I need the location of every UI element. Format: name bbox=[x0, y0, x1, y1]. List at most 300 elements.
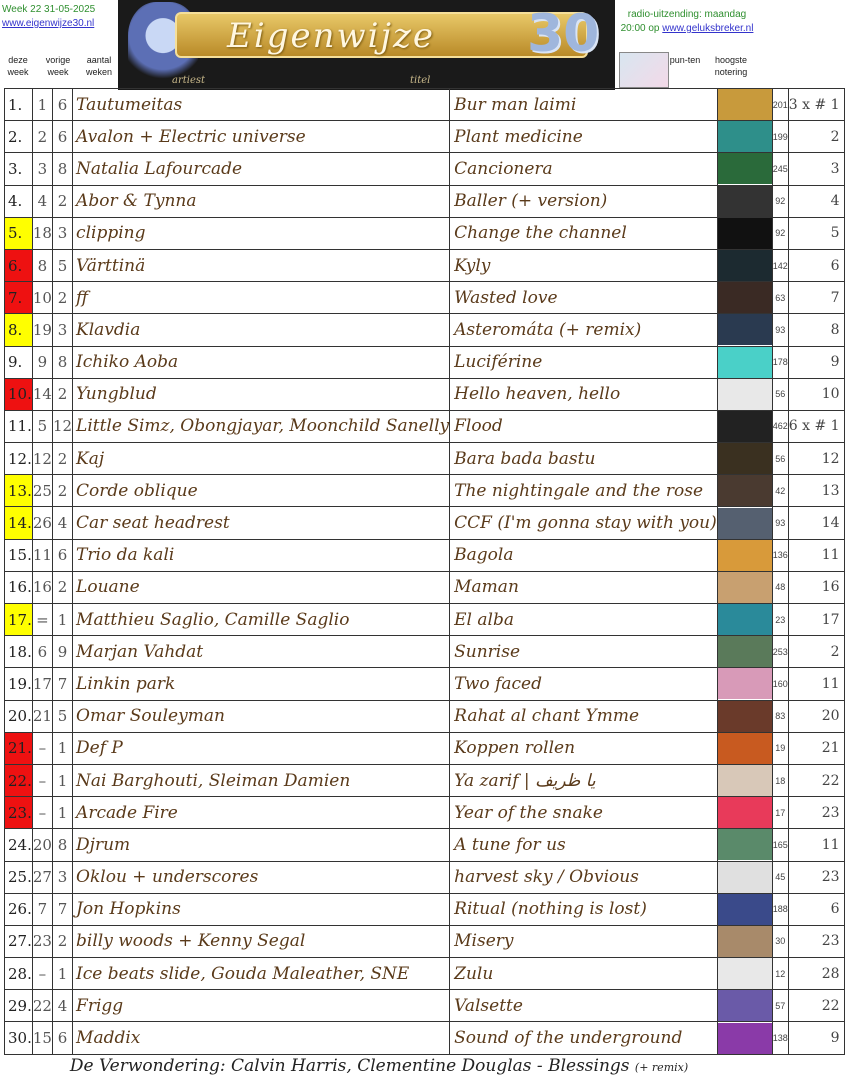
title-cell: Misery bbox=[450, 925, 718, 957]
highest-cell: 9 bbox=[788, 1022, 844, 1054]
highest-cell: 16 bbox=[788, 571, 844, 603]
artist-cell: Natalia Lafourcade bbox=[73, 153, 450, 185]
points-cell: 253 bbox=[772, 636, 788, 668]
week-label: Week 22 31-05-2025 bbox=[2, 4, 96, 15]
album-cover-icon bbox=[718, 121, 772, 152]
table-row bbox=[5, 636, 845, 668]
artist-cell: Yungblud bbox=[73, 378, 450, 410]
prev-week-cell: 5 bbox=[32, 410, 52, 442]
site-link[interactable]: www.eigenwijze30.nl bbox=[2, 18, 95, 29]
prev-week-cell: 7 bbox=[32, 893, 52, 925]
rank-cell: 29. bbox=[5, 990, 33, 1022]
title-cell: Luciférine bbox=[450, 346, 718, 378]
album-cover-icon bbox=[718, 314, 772, 345]
cover-image bbox=[717, 249, 772, 281]
points-cell: 63 bbox=[772, 282, 788, 314]
column-headers-right bbox=[668, 54, 758, 88]
cover-image bbox=[717, 539, 772, 571]
points-cell: 57 bbox=[772, 990, 788, 1022]
highest-cell: 2 bbox=[788, 636, 844, 668]
table-row bbox=[5, 861, 845, 893]
table-row bbox=[5, 797, 845, 829]
prev-week-cell: 27 bbox=[32, 861, 52, 893]
col-vorige-week: vorige week bbox=[45, 55, 71, 77]
artist-cell: Ichiko Aoba bbox=[73, 346, 450, 378]
table-row bbox=[5, 314, 845, 346]
points-cell: 188 bbox=[772, 893, 788, 925]
points-cell: 136 bbox=[772, 539, 788, 571]
title-cell: Ritual (nothing is lost) bbox=[450, 893, 718, 925]
footer-text: De Verwondering: Calvin Harris, Clementine Douglas - Blessings bbox=[69, 1056, 630, 1076]
album-cover-icon bbox=[718, 250, 772, 281]
album-cover-icon bbox=[718, 89, 772, 120]
title-cell: Flood bbox=[450, 410, 718, 442]
cover-image bbox=[717, 185, 772, 217]
points-cell: 30 bbox=[772, 925, 788, 957]
col-hoogste-notering: hoogste notering bbox=[714, 55, 748, 77]
album-cover-icon bbox=[718, 604, 772, 635]
weeks-cell: 1 bbox=[52, 797, 72, 829]
points-cell: 18 bbox=[772, 764, 788, 796]
table-row bbox=[5, 346, 845, 378]
weeks-cell: 3 bbox=[52, 314, 72, 346]
cover-image bbox=[717, 764, 772, 796]
rank-cell: 1. bbox=[5, 89, 33, 121]
prev-week-cell: 9 bbox=[32, 346, 52, 378]
album-cover-icon bbox=[718, 862, 772, 893]
album-cover-icon bbox=[718, 540, 772, 571]
title-cell: Hello heaven, hello bbox=[450, 378, 718, 410]
chart-table bbox=[4, 88, 845, 1055]
title-cell: Bara bada bastu bbox=[450, 443, 718, 475]
points-cell: 17 bbox=[772, 797, 788, 829]
artist-cell: Def P bbox=[73, 732, 450, 764]
weeks-cell: 2 bbox=[52, 571, 72, 603]
prev-week-cell: – bbox=[32, 958, 52, 990]
rank-cell: 12. bbox=[5, 443, 33, 475]
rank-cell: 17. bbox=[5, 604, 33, 636]
rank-cell: 16. bbox=[5, 571, 33, 603]
weeks-cell: 8 bbox=[52, 346, 72, 378]
table-row bbox=[5, 153, 845, 185]
weeks-cell: 9 bbox=[52, 636, 72, 668]
weeks-cell: 2 bbox=[52, 443, 72, 475]
album-cover-icon bbox=[718, 765, 772, 796]
highest-cell: 17 bbox=[788, 604, 844, 636]
album-cover-icon bbox=[718, 636, 772, 667]
album-cover-icon bbox=[718, 926, 772, 957]
highest-cell: 22 bbox=[788, 990, 844, 1022]
album-cover-icon bbox=[718, 733, 772, 764]
artist-cell: Abor & Tynna bbox=[73, 185, 450, 217]
rank-cell: 8. bbox=[5, 314, 33, 346]
title-cell: El alba bbox=[450, 604, 718, 636]
album-cover-icon bbox=[718, 829, 772, 860]
album-cover-icon bbox=[718, 668, 772, 699]
title-cell: Valsette bbox=[450, 990, 718, 1022]
album-cover-icon bbox=[718, 797, 772, 828]
title-cell: Change the channel bbox=[450, 217, 718, 249]
title-cell: Sunrise bbox=[450, 636, 718, 668]
cover-image bbox=[717, 153, 772, 185]
artist-cell: Omar Souleyman bbox=[73, 700, 450, 732]
table-row bbox=[5, 732, 845, 764]
cover-image bbox=[717, 668, 772, 700]
album-cover-icon bbox=[718, 186, 772, 217]
table-row bbox=[5, 185, 845, 217]
title-cell: Koppen rollen bbox=[450, 732, 718, 764]
rank-cell: 27. bbox=[5, 925, 33, 957]
weeks-cell: 8 bbox=[52, 153, 72, 185]
highest-cell: 9 bbox=[788, 346, 844, 378]
points-cell: 23 bbox=[772, 604, 788, 636]
table-row bbox=[5, 604, 845, 636]
prev-week-cell: 17 bbox=[32, 668, 52, 700]
title-banner bbox=[118, 0, 615, 90]
prev-week-cell: 20 bbox=[32, 829, 52, 861]
weeks-cell: 2 bbox=[52, 185, 72, 217]
weeks-cell: 3 bbox=[52, 861, 72, 893]
album-cover-icon bbox=[718, 282, 772, 313]
rank-cell: 28. bbox=[5, 958, 33, 990]
cover-image bbox=[717, 89, 772, 121]
cover-image bbox=[717, 507, 772, 539]
points-cell: 245 bbox=[772, 153, 788, 185]
title-cell: Bagola bbox=[450, 539, 718, 571]
artist-cell: Avalon + Electric universe bbox=[73, 121, 450, 153]
table-row bbox=[5, 378, 845, 410]
cover-image bbox=[717, 314, 772, 346]
table-row bbox=[5, 443, 845, 475]
album-cover-icon bbox=[718, 701, 772, 732]
artist-cell: Jon Hopkins bbox=[73, 893, 450, 925]
column-headers-left bbox=[0, 54, 118, 88]
points-cell: 138 bbox=[772, 1022, 788, 1054]
prev-week-cell: – bbox=[32, 764, 52, 796]
points-cell: 42 bbox=[772, 475, 788, 507]
highest-cell: 28 bbox=[788, 958, 844, 990]
rank-cell: 18. bbox=[5, 636, 33, 668]
rank-cell: 3. bbox=[5, 153, 33, 185]
prev-week-cell: 2 bbox=[32, 121, 52, 153]
cover-image bbox=[717, 990, 772, 1022]
title-cell: Plant medicine bbox=[450, 121, 718, 153]
highest-cell: 20 bbox=[788, 700, 844, 732]
cover-image bbox=[717, 410, 772, 442]
table-row bbox=[5, 958, 845, 990]
weeks-cell: 12 bbox=[52, 410, 72, 442]
highest-cell: 14 bbox=[788, 507, 844, 539]
rank-cell: 7. bbox=[5, 282, 33, 314]
prev-week-cell: 19 bbox=[32, 314, 52, 346]
title-cell: Baller (+ version) bbox=[450, 185, 718, 217]
cover-image bbox=[717, 700, 772, 732]
weeks-cell: 2 bbox=[52, 475, 72, 507]
album-cover-icon bbox=[718, 1023, 772, 1054]
prev-week-cell: 25 bbox=[32, 475, 52, 507]
cover-image bbox=[717, 571, 772, 603]
points-cell: 92 bbox=[772, 217, 788, 249]
artist-cell: Linkin park bbox=[73, 668, 450, 700]
rank-cell: 2. bbox=[5, 121, 33, 153]
artist-cell: Louane bbox=[73, 571, 450, 603]
title-cell: harvest sky / Obvious bbox=[450, 861, 718, 893]
site-title: Eigenwijze bbox=[227, 16, 436, 56]
table-row bbox=[5, 700, 845, 732]
prev-week-cell: 11 bbox=[32, 539, 52, 571]
weeks-cell: 2 bbox=[52, 925, 72, 957]
table-row bbox=[5, 475, 845, 507]
points-cell: 56 bbox=[772, 378, 788, 410]
cover-image bbox=[717, 1022, 772, 1054]
weeks-cell: 1 bbox=[52, 604, 72, 636]
title-plaque bbox=[175, 4, 600, 64]
cover-image bbox=[717, 443, 772, 475]
artist-cell: Corde oblique bbox=[73, 475, 450, 507]
table-row bbox=[5, 668, 845, 700]
artist-cell: Little Simz, Obongjayar, Moonchild Sanelly bbox=[73, 410, 450, 442]
table-row bbox=[5, 764, 845, 796]
prev-week-cell: 21 bbox=[32, 700, 52, 732]
header-right bbox=[617, 8, 757, 36]
weeks-cell: 1 bbox=[52, 764, 72, 796]
album-cover-icon bbox=[718, 153, 772, 184]
album-cover-icon bbox=[718, 894, 772, 925]
prev-week-cell: 26 bbox=[32, 507, 52, 539]
cover-image bbox=[717, 893, 772, 925]
album-cover-icon bbox=[718, 508, 772, 539]
rank-cell: 20. bbox=[5, 700, 33, 732]
highest-cell: 5 bbox=[788, 217, 844, 249]
title-cell: Sound of the underground bbox=[450, 1022, 718, 1054]
weeks-cell: 2 bbox=[52, 378, 72, 410]
weeks-cell: 5 bbox=[52, 249, 72, 281]
title-cell: Kyly bbox=[450, 249, 718, 281]
highest-cell: 3 bbox=[788, 153, 844, 185]
artist-cell: Ice beats slide, Gouda Maleather, SNE bbox=[73, 958, 450, 990]
prev-week-cell: 15 bbox=[32, 1022, 52, 1054]
artist-cell: Värttinä bbox=[73, 249, 450, 281]
table-row bbox=[5, 89, 845, 121]
prev-week-cell: 1 bbox=[32, 89, 52, 121]
artist-cell: Djrum bbox=[73, 829, 450, 861]
points-cell: 93 bbox=[772, 314, 788, 346]
weeks-cell: 6 bbox=[52, 539, 72, 571]
points-cell: 83 bbox=[772, 700, 788, 732]
points-cell: 165 bbox=[772, 829, 788, 861]
points-cell: 92 bbox=[772, 185, 788, 217]
cover-image bbox=[717, 604, 772, 636]
artist-cell: Maddix bbox=[73, 1022, 450, 1054]
rank-cell: 15. bbox=[5, 539, 33, 571]
weeks-cell: 6 bbox=[52, 121, 72, 153]
artist-cell: billy woods + Kenny Segal bbox=[73, 925, 450, 957]
rank-cell: 14. bbox=[5, 507, 33, 539]
title-cell: Wasted love bbox=[450, 282, 718, 314]
table-row bbox=[5, 829, 845, 861]
prev-week-cell: – bbox=[32, 797, 52, 829]
table-row bbox=[5, 925, 845, 957]
points-cell: 462 bbox=[772, 410, 788, 442]
cover-image bbox=[717, 925, 772, 957]
highest-cell: 23 bbox=[788, 861, 844, 893]
rank-cell: 24. bbox=[5, 829, 33, 861]
title-number: 30 bbox=[527, 4, 600, 64]
table-row bbox=[5, 990, 845, 1022]
prev-week-cell: 4 bbox=[32, 185, 52, 217]
col-punten: pun-ten bbox=[669, 55, 701, 65]
highest-cell: 2 bbox=[788, 121, 844, 153]
highest-cell: 11 bbox=[788, 668, 844, 700]
artist-cell: Trio da kali bbox=[73, 539, 450, 571]
cover-image bbox=[717, 282, 772, 314]
rank-cell: 11. bbox=[5, 410, 33, 442]
cover-image bbox=[717, 475, 772, 507]
prev-week-cell: 10 bbox=[32, 282, 52, 314]
prev-week-cell: 23 bbox=[32, 925, 52, 957]
cover-image bbox=[717, 958, 772, 990]
rank-cell: 6. bbox=[5, 249, 33, 281]
highest-cell: 21 bbox=[788, 732, 844, 764]
cover-image bbox=[717, 861, 772, 893]
points-cell: 48 bbox=[772, 571, 788, 603]
album-cover-icon bbox=[718, 958, 772, 989]
weeks-cell: 7 bbox=[52, 893, 72, 925]
highest-cell: 11 bbox=[788, 829, 844, 861]
highest-cell: 4 bbox=[788, 185, 844, 217]
highest-cell: 3 x # 1 bbox=[788, 89, 844, 121]
weeks-cell: 7 bbox=[52, 668, 72, 700]
cover-image bbox=[717, 346, 772, 378]
artist-cell: Tautumeitas bbox=[73, 89, 450, 121]
prev-week-cell: 12 bbox=[32, 443, 52, 475]
rank-cell: 22. bbox=[5, 764, 33, 796]
points-cell: 93 bbox=[772, 507, 788, 539]
title-cell: Rahat al chant Ymme bbox=[450, 700, 718, 732]
weeks-cell: 1 bbox=[52, 732, 72, 764]
weeks-cell: 4 bbox=[52, 507, 72, 539]
cover-image bbox=[717, 829, 772, 861]
album-cover-icon bbox=[718, 572, 772, 603]
label-artiest: artiest bbox=[172, 75, 206, 86]
table-row bbox=[5, 539, 845, 571]
weeks-cell: 2 bbox=[52, 282, 72, 314]
artist-cell: Car seat headrest bbox=[73, 507, 450, 539]
radio-time: 20:00 op bbox=[620, 23, 660, 34]
stamp-image-icon bbox=[619, 52, 669, 88]
highest-cell: 23 bbox=[788, 797, 844, 829]
radio-site-link[interactable]: www.geluksbreker.nl bbox=[662, 23, 754, 34]
rank-cell: 21. bbox=[5, 732, 33, 764]
cover-image bbox=[717, 636, 772, 668]
points-cell: 178 bbox=[772, 346, 788, 378]
footer-remix: (+ remix) bbox=[634, 1061, 689, 1074]
weeks-cell: 6 bbox=[52, 1022, 72, 1054]
highest-cell: 13 bbox=[788, 475, 844, 507]
artist-cell: ff bbox=[73, 282, 450, 314]
prev-week-cell: 22 bbox=[32, 990, 52, 1022]
title-cell: Bur man laimi bbox=[450, 89, 718, 121]
points-cell: 45 bbox=[772, 861, 788, 893]
album-cover-icon bbox=[718, 475, 772, 506]
prev-week-cell: 14 bbox=[32, 378, 52, 410]
rank-cell: 4. bbox=[5, 185, 33, 217]
prev-week-cell: – bbox=[32, 732, 52, 764]
table-row bbox=[5, 282, 845, 314]
artist-cell: Marjan Vahdat bbox=[73, 636, 450, 668]
prev-week-cell: 6 bbox=[32, 636, 52, 668]
points-cell: 160 bbox=[772, 668, 788, 700]
title-cell: Ya zarif | يا ظريف bbox=[450, 764, 718, 796]
points-cell: 142 bbox=[772, 249, 788, 281]
cover-image bbox=[717, 378, 772, 410]
table-row bbox=[5, 893, 845, 925]
title-cell: Zulu bbox=[450, 958, 718, 990]
highest-cell: 7 bbox=[788, 282, 844, 314]
points-cell: 199 bbox=[772, 121, 788, 153]
highest-cell: 6 bbox=[788, 893, 844, 925]
highest-cell: 23 bbox=[788, 925, 844, 957]
label-titel: titel bbox=[410, 75, 431, 86]
album-cover-icon bbox=[718, 411, 772, 442]
table-row bbox=[5, 1022, 845, 1054]
album-cover-icon bbox=[718, 347, 772, 378]
title-cell: Two faced bbox=[450, 668, 718, 700]
radio-label: radio-uitzending: maandag bbox=[627, 9, 747, 20]
cover-image bbox=[717, 732, 772, 764]
prev-week-cell: 8 bbox=[32, 249, 52, 281]
points-cell: 19 bbox=[772, 732, 788, 764]
weeks-cell: 3 bbox=[52, 217, 72, 249]
highest-cell: 8 bbox=[788, 314, 844, 346]
rank-cell: 30. bbox=[5, 1022, 33, 1054]
table-row bbox=[5, 507, 845, 539]
album-cover-icon bbox=[718, 218, 772, 249]
rank-cell: 26. bbox=[5, 893, 33, 925]
rank-cell: 9. bbox=[5, 346, 33, 378]
artist-cell: Nai Barghouti, Sleiman Damien bbox=[73, 764, 450, 796]
weeks-cell: 5 bbox=[52, 700, 72, 732]
title-cell: CCF (I'm gonna stay with you) bbox=[450, 507, 718, 539]
rank-cell: 13. bbox=[5, 475, 33, 507]
footer bbox=[0, 1056, 758, 1076]
album-cover-icon bbox=[718, 443, 772, 474]
cover-image bbox=[717, 217, 772, 249]
title-cell: Year of the snake bbox=[450, 797, 718, 829]
highest-cell: 12 bbox=[788, 443, 844, 475]
weeks-cell: 6 bbox=[52, 89, 72, 121]
table-row bbox=[5, 249, 845, 281]
weeks-cell: 8 bbox=[52, 829, 72, 861]
highest-cell: 22 bbox=[788, 764, 844, 796]
album-cover-icon bbox=[718, 379, 772, 410]
prev-week-cell: = bbox=[32, 604, 52, 636]
title-cell: Maman bbox=[450, 571, 718, 603]
highest-cell: 11 bbox=[788, 539, 844, 571]
points-cell: 201 bbox=[772, 89, 788, 121]
weeks-cell: 1 bbox=[52, 958, 72, 990]
artist-cell: Kaj bbox=[73, 443, 450, 475]
artist-cell: Frigg bbox=[73, 990, 450, 1022]
points-cell: 56 bbox=[772, 443, 788, 475]
rank-cell: 19. bbox=[5, 668, 33, 700]
prev-week-cell: 16 bbox=[32, 571, 52, 603]
highest-cell: 6 bbox=[788, 249, 844, 281]
title-cell: The nightingale and the rose bbox=[450, 475, 718, 507]
title-cell: A tune for us bbox=[450, 829, 718, 861]
weeks-cell: 4 bbox=[52, 990, 72, 1022]
artist-cell: Oklou + underscores bbox=[73, 861, 450, 893]
